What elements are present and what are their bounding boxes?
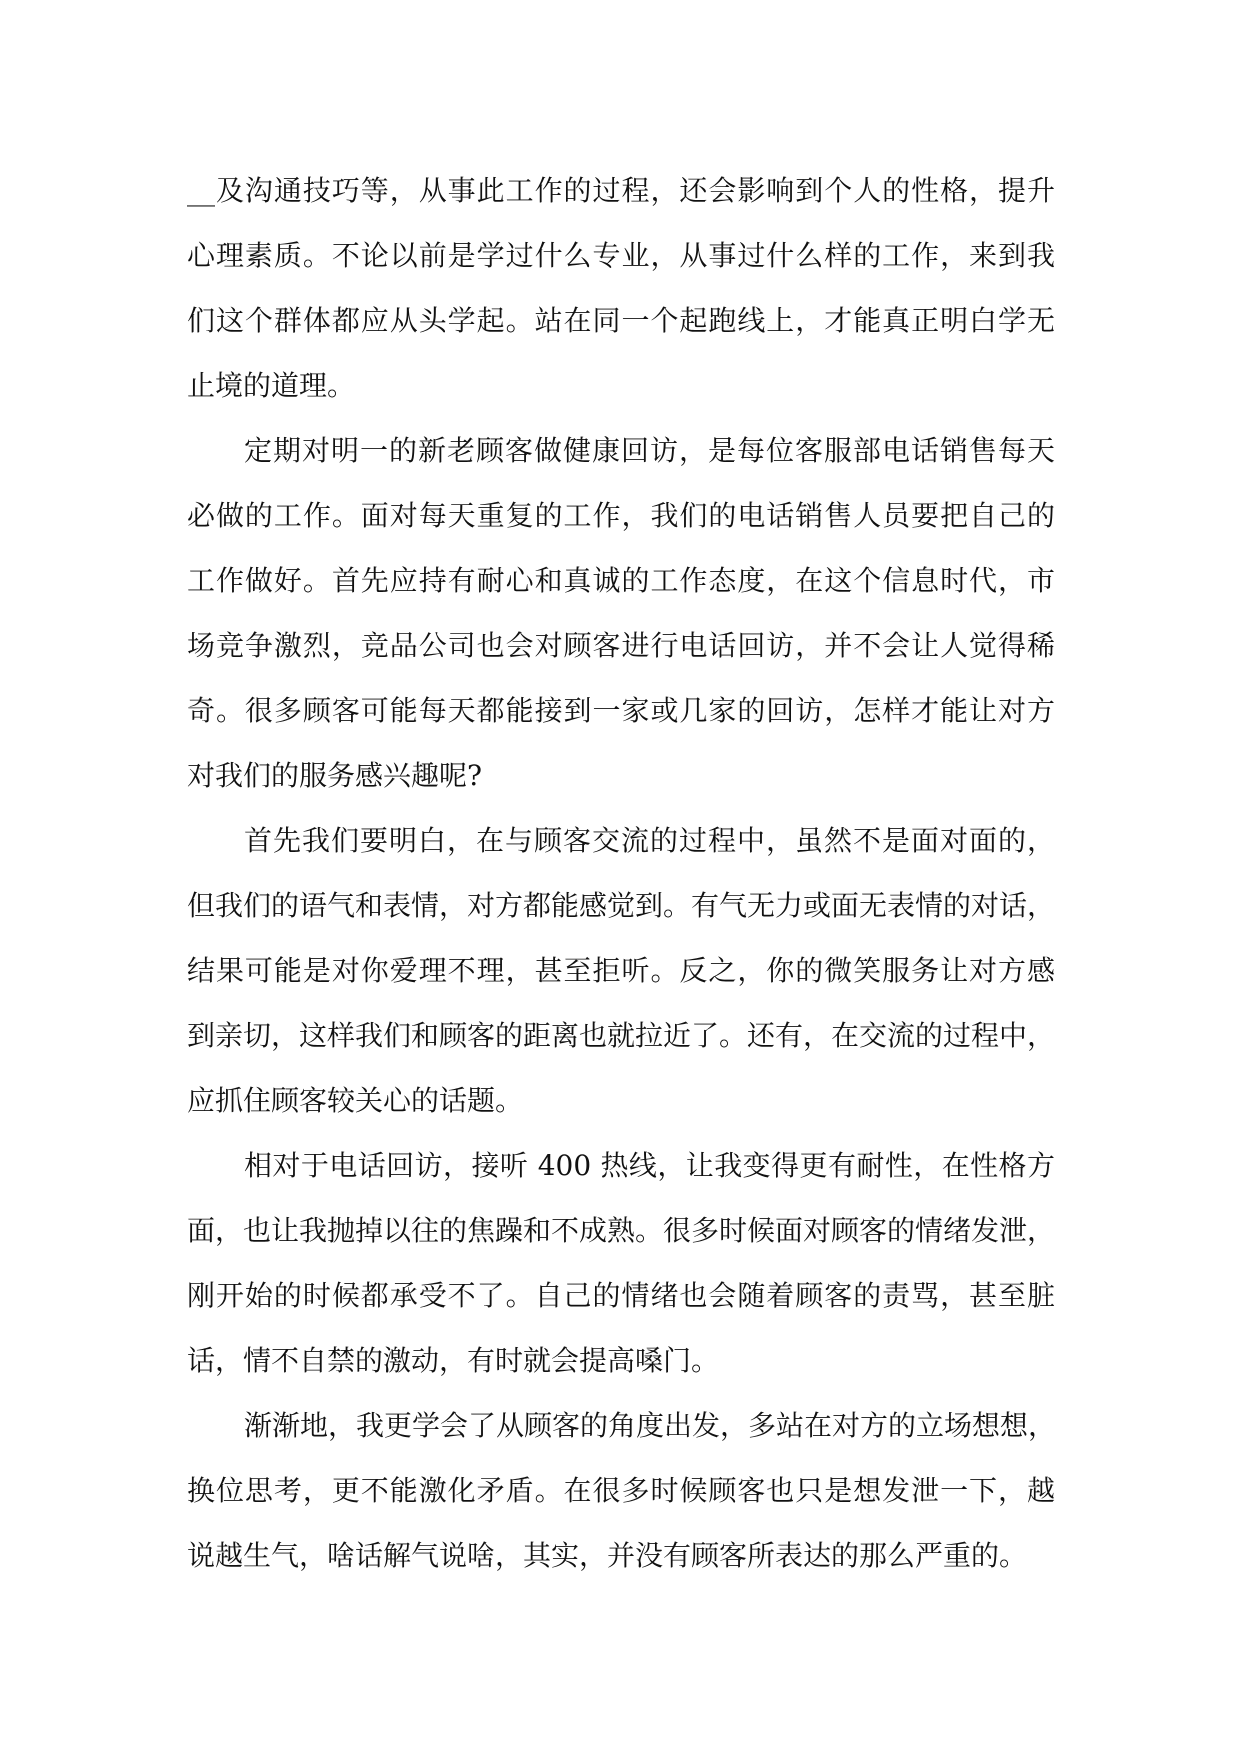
paragraph <box>187 808 1055 1133</box>
text-line: 应抓住顾客较关心的话题。 <box>187 1084 524 1117</box>
text-line: __及沟通技巧等，从事此工作的过程，还会影响到个人的性格，提升 <box>187 174 1055 207</box>
text-line: 心理素质。不论以前是学过什么专业，从事过什么样的工作，来到我 <box>187 239 1055 272</box>
text-line: 对我们的服务感兴趣呢? <box>187 759 483 792</box>
text-line: 结果可能是对你爱理不理，甚至拒听。反之，你的微笑服务让对方感 <box>187 954 1055 987</box>
paragraph <box>187 1393 1055 1588</box>
document-body <box>187 158 1055 1588</box>
text-line: 面，也让我抛掉以往的焦躁和不成熟。很多时候面对顾客的情绪发泄， <box>187 1214 1056 1247</box>
text-line: 首先我们要明白，在与顾客交流的过程中，虽然不是面对面的， <box>244 824 1055 857</box>
text-line: 奇。很多顾客可能每天都能接到一家或几家的回访，怎样才能让对方 <box>187 694 1055 727</box>
text-line: 到亲切，这样我们和顾客的距离也就拉近了。还有，在交流的过程中， <box>187 1019 1056 1052</box>
text-line: 换位思考，更不能激化矛盾。在很多时候顾客也只是想发泄一下，越 <box>187 1474 1055 1507</box>
text-line: 必做的工作。面对每天重复的工作，我们的电话销售人员要把自己的 <box>187 499 1055 532</box>
text-line: 们这个群体都应从头学起。站在同一个起跑线上，才能真正明白学无 <box>187 304 1055 337</box>
text-line: 话，情不自禁的激动，有时就会提高嗓门。 <box>187 1344 720 1377</box>
text-line: 相对于电话回访，接听 400 热线，让我变得更有耐性，在性格方 <box>244 1149 1055 1182</box>
text-line: 说越生气，啥话解气说啥，其实，并没有顾客所表达的那么严重的。 <box>187 1539 1028 1572</box>
text-line: 场竞争激烈，竞品公司也会对顾客进行电话回访，并不会让人觉得稀 <box>187 629 1055 662</box>
text-line: 但我们的语气和表情，对方都能感觉到。有气无力或面无表情的对话， <box>187 889 1056 922</box>
text-line: 工作做好。首先应持有耐心和真诚的工作态度，在这个信息时代，市 <box>187 564 1055 597</box>
paragraph <box>187 1133 1055 1393</box>
text-line: 止境的道理。 <box>187 369 356 402</box>
text-line: 定期对明一的新老顾客做健康回访，是每位客服部电话销售每天 <box>244 434 1055 467</box>
text-line: 渐渐地，我更学会了从顾客的角度出发，多站在对方的立场想想， <box>244 1409 1057 1442</box>
paragraph <box>187 418 1055 808</box>
text-line: 刚开始的时候都承受不了。自己的情绪也会随着顾客的责骂，甚至脏 <box>187 1279 1055 1312</box>
paragraph <box>187 158 1055 418</box>
